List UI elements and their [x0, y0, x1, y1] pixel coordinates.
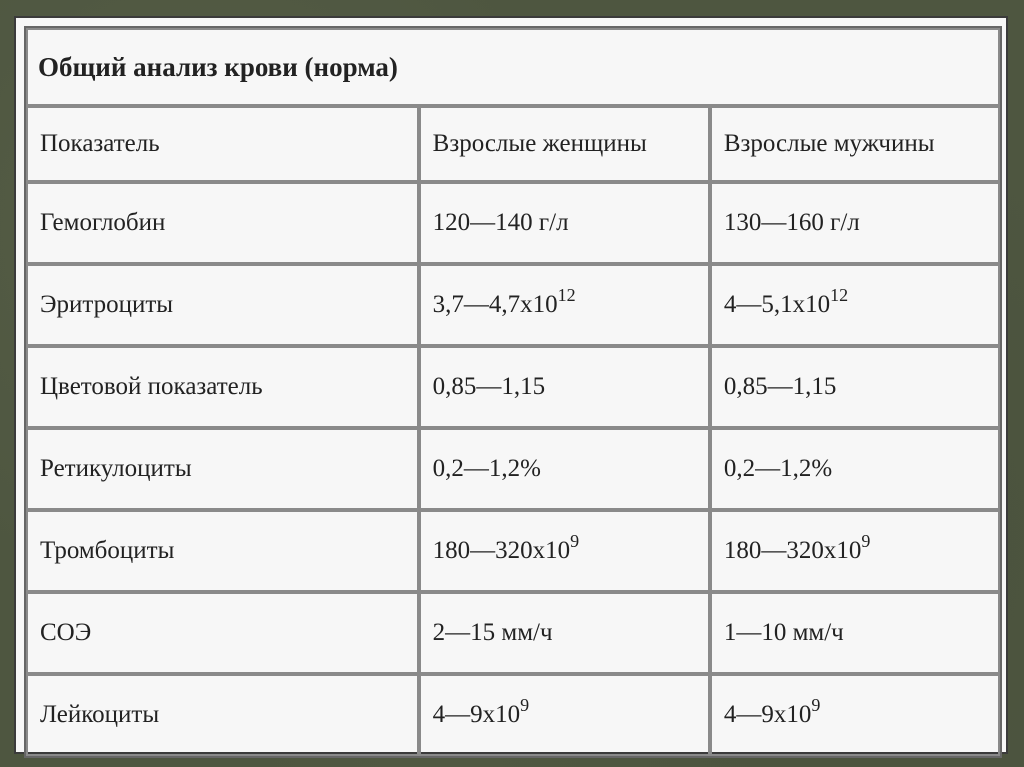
- table-row: [26, 674, 1000, 756]
- value-text: 1—10 мм/ч: [723, 619, 844, 646]
- value-text: 4—9х10: [432, 701, 521, 728]
- row-men-value: [710, 264, 1000, 346]
- row-name: СОЭ: [26, 592, 419, 674]
- blood-test-table: [24, 26, 1002, 758]
- table-row: [26, 346, 1000, 428]
- table-header-row: [26, 106, 1000, 182]
- row-men-value: [710, 428, 1000, 510]
- row-women-value: [419, 428, 710, 510]
- table-row: [26, 592, 1000, 674]
- value-exponent: 9: [811, 694, 821, 715]
- row-name: Тромбоциты: [26, 510, 419, 592]
- value-exponent: 9: [570, 530, 580, 551]
- row-name: Эритроциты: [26, 264, 419, 346]
- table-row: [26, 510, 1000, 592]
- value-text: 4—9х10: [723, 701, 812, 728]
- row-name: Лейкоциты: [26, 674, 419, 756]
- header-men: Взрослые мужчины: [710, 106, 1000, 182]
- value-text: 0,85—1,15: [723, 373, 837, 400]
- row-men-value: [710, 674, 1000, 756]
- row-name: Ретикулоциты: [26, 428, 419, 510]
- slide: [14, 16, 1008, 754]
- row-women-value: [419, 510, 710, 592]
- value-exponent: 9: [520, 694, 530, 715]
- row-women-value: [419, 264, 710, 346]
- row-women-value: [419, 346, 710, 428]
- row-women-value: [419, 182, 710, 264]
- value-text: 2—15 мм/ч: [432, 619, 553, 646]
- row-men-value: [710, 182, 1000, 264]
- value-text: 0,85—1,15: [432, 373, 546, 400]
- table-title: Общий анализ крови (норма): [26, 28, 1000, 106]
- row-men-value: [710, 592, 1000, 674]
- table-row: [26, 428, 1000, 510]
- header-indicator: Показатель: [26, 106, 419, 182]
- value-text: 130—160 г/л: [723, 209, 860, 236]
- value-text: 120—140 г/л: [432, 209, 569, 236]
- value-exponent: 9: [861, 530, 871, 551]
- header-women: Взрослые женщины: [419, 106, 710, 182]
- value-exponent: 12: [830, 284, 849, 305]
- row-women-value: [419, 674, 710, 756]
- value-text: 0,2—1,2%: [432, 455, 541, 482]
- value-exponent: 12: [557, 284, 576, 305]
- row-name: Цветовой показатель: [26, 346, 419, 428]
- value-text: 0,2—1,2%: [723, 455, 833, 482]
- row-men-value: [710, 346, 1000, 428]
- table-row: [26, 264, 1000, 346]
- row-name: Гемоглобин: [26, 182, 419, 264]
- value-text: 4—5,1х10: [723, 291, 831, 318]
- table-row: [26, 182, 1000, 264]
- row-women-value: [419, 592, 710, 674]
- value-text: 180—320х10: [723, 537, 862, 564]
- table-title-row: [26, 28, 1000, 106]
- row-men-value: [710, 510, 1000, 592]
- value-text: 180—320х10: [432, 537, 571, 564]
- value-text: 3,7—4,7х10: [432, 291, 558, 318]
